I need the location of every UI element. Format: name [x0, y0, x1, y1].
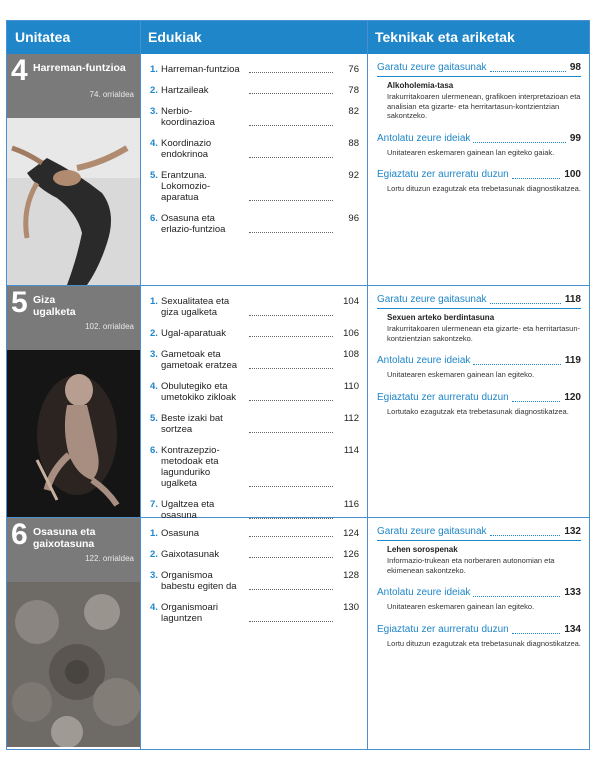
unit-number: 5 — [11, 286, 28, 319]
technique-subtitle: Lehen sorospenak — [387, 545, 458, 554]
item-number: 3. — [150, 570, 158, 581]
unit-4-cell — [7, 54, 140, 285]
technique-block — [377, 169, 581, 194]
technique-label: Egiaztatu zer aurreratu duzun — [377, 169, 509, 180]
item-page: 124 — [343, 528, 359, 539]
technique-description: Lortu dituzun ezagutzak eta trebetasunak diagnostikatzea. — [387, 184, 581, 193]
item-number: 6. — [150, 213, 158, 224]
item-text: Osasuna — [161, 528, 200, 539]
item-page: 114 — [343, 445, 359, 456]
content-item — [150, 296, 359, 318]
item-number: 5. — [150, 170, 158, 181]
item-number: 2. — [150, 328, 158, 339]
technique-block — [377, 133, 581, 158]
contents-table — [6, 20, 590, 750]
content-item — [150, 64, 359, 75]
item-page: 116 — [343, 499, 359, 510]
unit-page: 74. orrialdea — [89, 90, 134, 99]
content-item — [150, 381, 359, 403]
unit-number: 6 — [11, 518, 28, 551]
technique-subtitle: Alkoholemia-tasa — [387, 81, 454, 90]
item-number: 6. — [150, 445, 158, 456]
item-text: Erantzuna. Lokomozio-aparatua — [161, 170, 211, 203]
item-page: 96 — [348, 213, 359, 224]
content-item — [150, 413, 359, 435]
unit-5-cell — [7, 286, 140, 517]
unit-6-techniques — [367, 518, 591, 749]
unit-5-techniques — [367, 286, 591, 517]
item-text: Sexualitatea eta giza ugalketa — [161, 296, 230, 318]
technique-block — [377, 355, 581, 380]
item-number: 4. — [150, 602, 158, 613]
item-number: 1. — [150, 528, 158, 539]
item-number: 1. — [150, 296, 158, 307]
item-text: Osasuna eta erlazio-funtzioa — [161, 213, 226, 235]
item-text: Gaixotasunak — [161, 549, 220, 560]
item-page: 82 — [348, 106, 359, 117]
technique-description: Lortu dituzun ezagutzak eta trebetasunak diagnostikatzea. — [387, 638, 581, 648]
unit-title: Harreman-funtzioa — [33, 62, 126, 74]
item-text: Obulutegiko eta umetokiko zikloak — [161, 381, 236, 403]
content-item — [150, 138, 359, 160]
item-text: Harreman-funtzioa — [161, 64, 240, 75]
content-item — [150, 549, 359, 560]
item-page: 112 — [343, 413, 359, 424]
technique-label: Antolatu zeure ideiak — [377, 355, 471, 366]
unit-6-contents — [140, 518, 367, 749]
item-number: 2. — [150, 549, 158, 560]
unit-number: 4 — [11, 54, 28, 87]
technique-page: 100 — [564, 169, 581, 180]
header-techniques: Teknikak eta ariketak — [367, 21, 589, 54]
technique-block — [377, 526, 581, 575]
item-page: 104 — [343, 296, 359, 307]
unit-band — [7, 518, 140, 582]
technique-description: Lortutako ezagutzak eta trebetasunak diagnostikatzea. — [387, 406, 569, 416]
unit-5-photo — [7, 350, 140, 517]
unit-band — [7, 286, 140, 350]
item-page: 108 — [343, 349, 359, 360]
item-number: 7. — [150, 499, 158, 510]
technique-description: Unitatearen eskemaren gainean lan egiteko gaiak. — [387, 147, 555, 157]
technique-description: Informazio-trukean eta norberaren autonomian eta ekimenean sakontzeko. — [387, 556, 555, 575]
technique-label: Garatu zeure gaitasunak — [377, 526, 487, 537]
item-number: 5. — [150, 413, 158, 424]
item-page: 128 — [343, 570, 359, 581]
unit-6-cell — [7, 518, 140, 749]
item-text: Hartzaileak — [161, 85, 209, 96]
item-page: 130 — [343, 602, 359, 613]
technique-block — [377, 294, 581, 343]
content-item — [150, 570, 359, 592]
content-item — [150, 213, 359, 235]
item-page: 78 — [348, 85, 359, 96]
unit-page: 122. orrialdea — [85, 554, 134, 563]
content-item — [150, 170, 359, 203]
technique-subtitle: Sexuen arteko berdintasuna — [387, 313, 495, 322]
technique-page: 118 — [564, 294, 581, 305]
technique-block — [377, 392, 581, 417]
technique-description: Irakurritakoaren ulermenean, grafikoen interpretazioan eta analisian eta gizarte- eta herritartasun-kontzientzian sakontzeko. — [387, 92, 581, 120]
technique-block — [377, 587, 581, 612]
unit-4-contents — [140, 54, 367, 285]
item-text: Organismoari laguntzen — [161, 602, 219, 624]
header-unit: Unitatea — [7, 21, 140, 54]
technique-page: 98 — [569, 62, 581, 73]
technique-description: Irakurritakoaren ulermenean eta gizarte- eta herritartasun-kontzientzian sakontzeko. — [387, 324, 581, 343]
content-item — [150, 528, 359, 539]
item-text: Koordinazio endokrinoa — [161, 138, 212, 160]
item-text: Nerbio-koordinazioa — [161, 106, 215, 128]
item-text: Gametoak eta gametoak eratzea — [161, 349, 238, 371]
content-item — [150, 328, 359, 339]
technique-description: Unitatearen eskemaren gainean lan egiteko. — [387, 602, 535, 611]
item-page: 110 — [343, 381, 359, 392]
unit-4-techniques — [367, 54, 591, 285]
unit-5-contents — [140, 286, 367, 521]
item-page: 106 — [343, 328, 359, 339]
item-text: Ugaltzea eta osasuna — [161, 499, 215, 521]
unit-4-photo — [7, 118, 140, 285]
technique-description: Unitatearen eskemaren gainean lan egiteko. — [387, 370, 535, 379]
technique-page: 132 — [564, 526, 581, 537]
item-number: 1. — [150, 64, 158, 75]
technique-page: 99 — [569, 132, 581, 144]
item-text: Beste izaki bat sortzea — [161, 413, 223, 435]
item-text: Ugal-aparatuak — [161, 328, 226, 339]
item-page: 126 — [343, 549, 359, 560]
unit-page: 102. orrialdea — [85, 322, 134, 331]
item-text: Kontrazepzio-metodoak eta lagunduriko ugalketa — [161, 445, 220, 489]
item-page: 92 — [348, 170, 359, 181]
technique-label: Egiaztatu zer aurreratu duzun — [377, 623, 509, 635]
technique-page: 133 — [564, 587, 581, 598]
item-number: 3. — [150, 349, 158, 360]
item-number: 4. — [150, 138, 158, 149]
technique-page: 120 — [564, 391, 581, 403]
technique-label: Garatu zeure gaitasunak — [377, 294, 487, 305]
item-number: 4. — [150, 381, 158, 392]
technique-label: Antolatu zeure ideiak — [377, 132, 471, 144]
technique-page: 134 — [564, 623, 581, 635]
unit-band — [7, 54, 140, 118]
item-page: 88 — [348, 138, 359, 149]
item-number: 2. — [150, 85, 158, 96]
technique-block — [377, 62, 581, 121]
technique-label: Antolatu zeure ideiak — [377, 587, 471, 598]
item-number: 3. — [150, 106, 158, 117]
item-page: 76 — [348, 64, 359, 75]
unit-title: Osasuna eta gaixotasuna — [33, 526, 96, 550]
header-contents: Edukiak — [140, 21, 367, 54]
content-item — [150, 106, 359, 128]
unit-title: Giza ugalketa — [33, 294, 76, 318]
content-item — [150, 602, 359, 624]
technique-block — [377, 624, 581, 649]
item-text: Organismoa babestu egiten da — [161, 570, 237, 592]
unit-6-photo — [7, 582, 140, 749]
content-item — [150, 85, 359, 96]
technique-label: Egiaztatu zer aurreratu duzun — [377, 391, 509, 403]
technique-page: 119 — [564, 355, 581, 366]
content-item — [150, 349, 359, 371]
content-item — [150, 445, 359, 489]
technique-label: Garatu zeure gaitasunak — [377, 62, 487, 73]
